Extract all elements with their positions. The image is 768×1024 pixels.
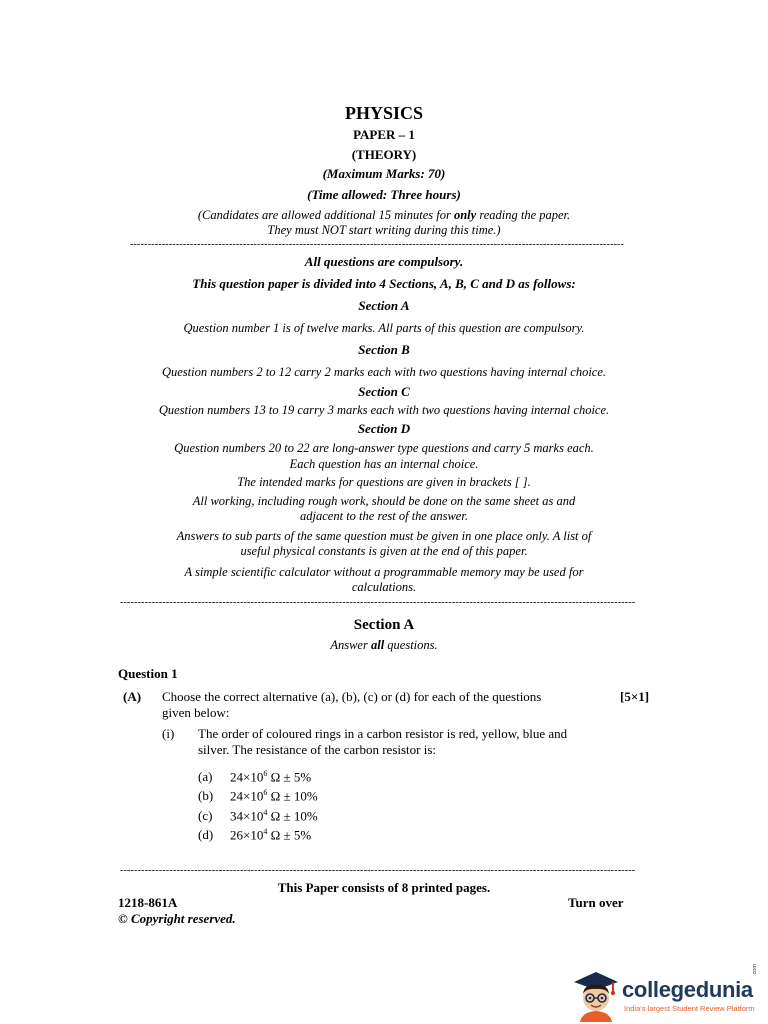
collegedunia-watermark [566,964,766,1024]
option-value: 24×10 [230,769,264,785]
instruction-working-2: adjacent to the rest of the answer. [300,509,468,523]
paper-type: (THEORY) [351,147,417,162]
section-a-subtitle: Answer all questions. [330,638,438,652]
option-label: (c) [198,808,213,824]
option-value: 26×10 [230,827,264,843]
turn-over-note: Turn over [568,895,624,910]
part-a-text-1: Choose the correct alternative (a), (b), (c) or (d) for each of the questions [162,689,542,704]
separator-line-1: -------------------------------------------------------------------------------------------------------------------------------------------- [130,240,625,250]
section-b-heading: Section B [358,342,410,357]
section-a-heading: Section A [358,298,410,313]
option-label: (b) [198,788,214,804]
part-a-text-2: given below: [162,705,230,720]
copyright-note: © Copyright reserved. [118,911,236,926]
option-b: (b) $24\times 10^6$ Ω ± 10% [198,788,318,804]
sub-question-text-2: silver. The resistance of the carbon resistor is: [198,742,437,757]
section-c-heading: Section C [358,384,410,399]
time-allowed: (Time allowed: Three hours) [307,187,461,202]
mascot-icon [566,964,622,1022]
instruction-calculator-1: A simple scientific calculator without a programmable memory may be used for [184,565,584,579]
maximum-marks: (Maximum Marks: 70) [322,166,446,181]
page-count-note: This Paper consists of 8 printed pages. [277,880,491,895]
option-a: (a) $24\times 10^6$ Ω ± 5% [198,769,312,785]
question-1-heading: Question 1 [118,666,178,681]
option-label: (a) [198,769,213,785]
part-a-label: (A) [123,689,142,704]
option-c: (c) $34\times 10^4$ Ω ± 10% [198,808,318,824]
instruction-answers-1: Answers to sub parts of the same question must be given in one place only. A list of [176,529,592,543]
paper-number: PAPER – 1 [353,127,415,142]
option-d: (d) $26\times 10^4$ Ω ± 5% [198,827,312,843]
instruction-brackets: The intended marks for questions are given in brackets [ ]. [237,475,531,489]
instruction-working-1: All working, including rough work, should be done on the same sheet as and [192,494,576,508]
part-a-marks: [5×1] [620,689,650,704]
instruction-answers-2: useful physical constants is given at the end of this paper. [240,544,528,558]
section-a-title: Section A [353,617,415,633]
paper-subject: PHYSICS [344,103,424,123]
separator-line-3: -------------------------------------------------------------------------------------------------------------------------------------------------- [120,866,636,876]
separator-line-2: -------------------------------------------------------------------------------------------------------------------------------------------------- [120,598,636,608]
reading-note-line1: (Candidates are allowed additional 15 minutes for only reading the paper. [197,208,571,222]
sub-question-label: (i) [162,726,175,741]
section-d-heading: Section D [357,421,411,436]
paper-code: 1218-861A [118,895,178,910]
option-value: 34×10 [230,808,264,824]
section-a-text: Question number 1 is of twelve marks. All parts of this question are compulsory. [183,321,585,335]
brand-suffix: .com [752,964,758,976]
section-b-text: Question numbers 2 to 12 carry 2 marks each with two questions having internal choice. [161,365,607,379]
sub-question-text-1: The order of coloured rings in a carbon resistor is red, yellow, blue and [198,726,568,741]
option-value: 24×10 [230,788,264,804]
brand-tagline: India's largest Student Review Platform [624,1004,755,1013]
section-c-text: Question numbers 13 to 19 carry 3 marks each with two questions having internal choice. [158,403,610,417]
section-d-text-1: Question numbers 20 to 22 are long-answer type questions and carry 5 marks each. [174,441,594,455]
reading-note-line2: They must NOT start writing during this time.) [267,223,501,237]
instruction-calculator-2: calculations. [351,580,417,594]
section-d-text-2: Each question has an internal choice. [289,457,479,471]
option-label: (d) [198,827,214,843]
instruction-sections: This question paper is divided into 4 Sections, A, B, C and D as follows: [192,276,576,291]
brand-name: collegedunia [622,977,753,1002]
instruction-compulsory: All questions are compulsory. [304,254,464,269]
